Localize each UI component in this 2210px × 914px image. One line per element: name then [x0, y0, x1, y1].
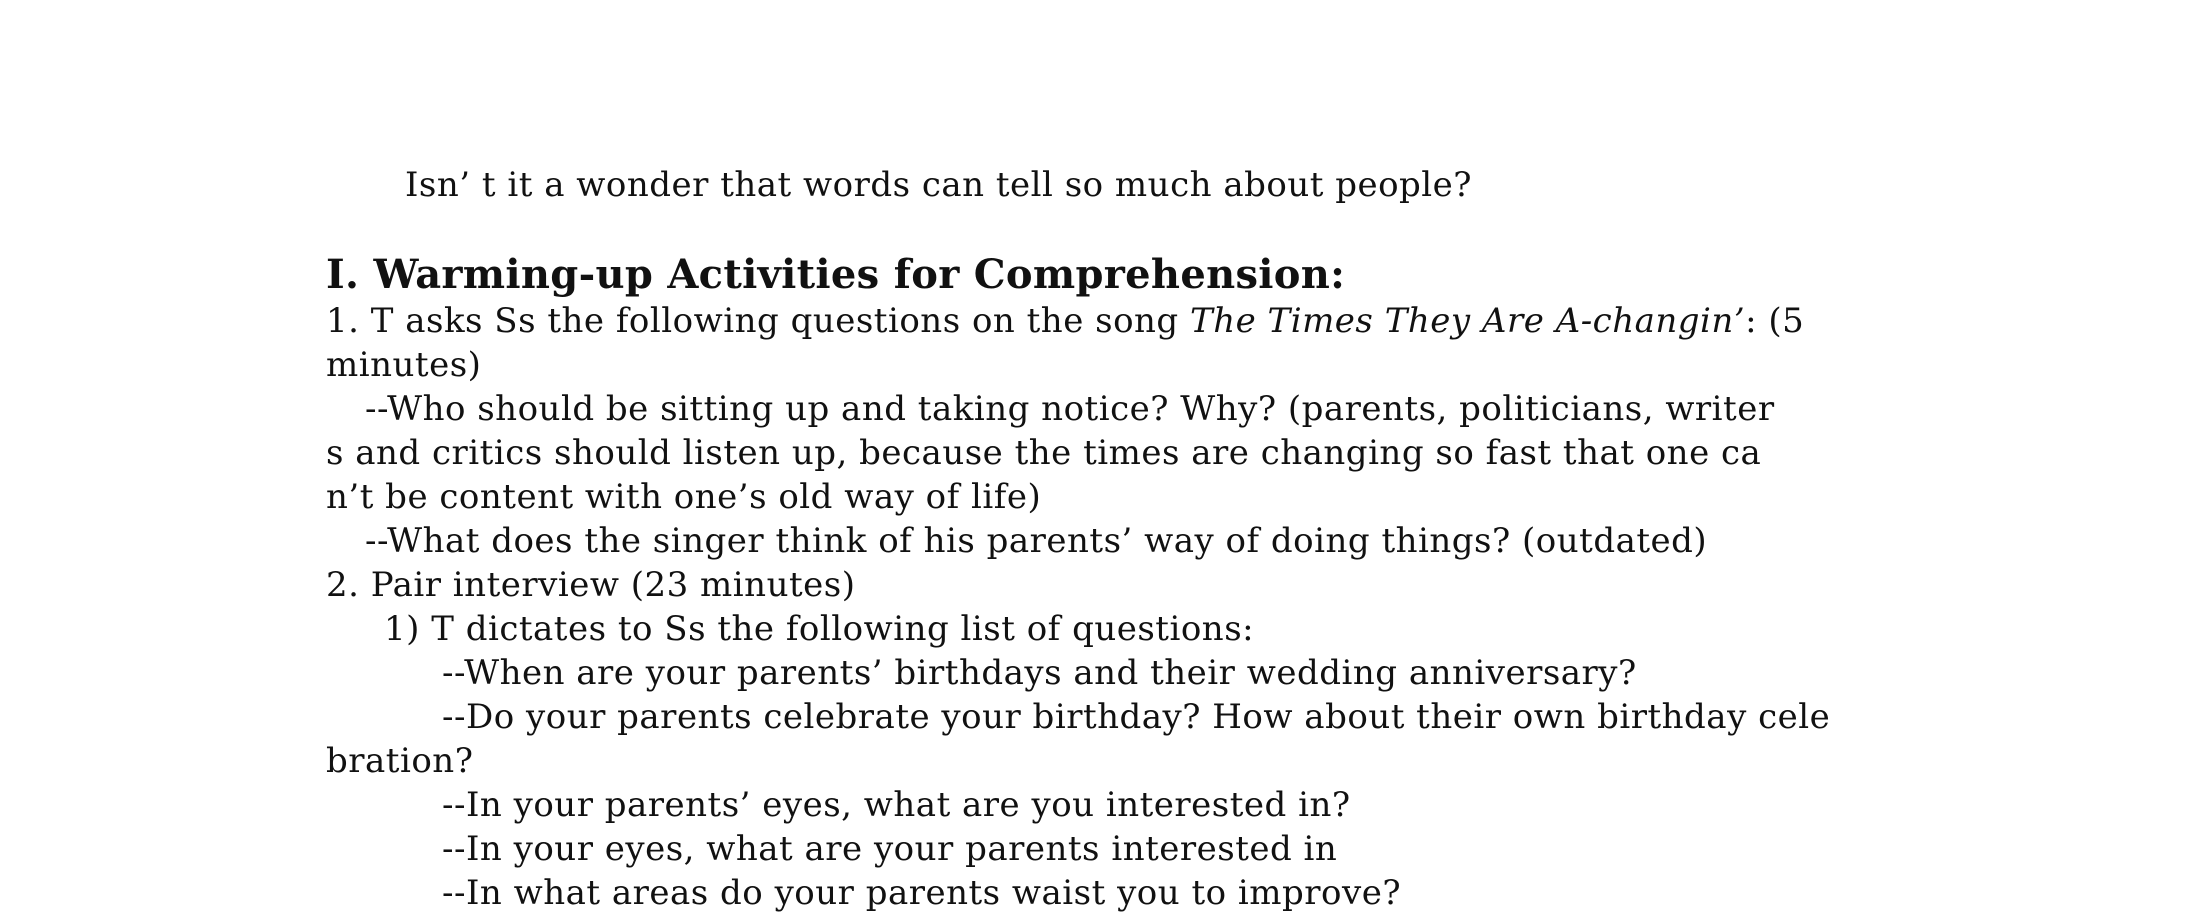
item-1-suffix: : (5 [1745, 301, 1805, 341]
song-title: The Times They Are A-changin’ [1190, 301, 1746, 341]
question-1: --Who should be sitting up and taking notice? Why? (parents, politicians, writer [365, 389, 1775, 429]
section-heading: I. Warming-up Activities for Comprehension: [326, 251, 1346, 298]
item-1-continuation: minutes) [326, 345, 482, 385]
interview-question-2: --Do your parents celebrate your birthday? How about their own birthday cele [442, 697, 1831, 737]
question-1-cont-b: n’t be content with one’s old way of life) [326, 477, 1042, 517]
interview-question-1: --When are your parents’ birthdays and their wedding anniversary? [442, 653, 1637, 693]
interview-question-5: --In what areas do your parents waist you to improve? [442, 873, 1402, 913]
item-1-prefix: 1. T asks Ss the following questions on the song [326, 301, 1191, 341]
interview-question-4: --In your eyes, what are your parents interested in [442, 829, 1338, 869]
item-1-text [326, 300, 1804, 342]
subitem-1-text: 1) T dictates to Ss the following list of questions: [384, 609, 1255, 649]
intro-question: Isn’ t it a wonder that words can tell so much about people? [405, 165, 1473, 205]
interview-question-3: --In your parents’ eyes, what are you interested in? [442, 785, 1351, 825]
question-1-cont-a: s and critics should listen up, because the times are changing so fast that one ca [326, 433, 1762, 473]
interview-question-2-cont: bration? [326, 741, 474, 781]
question-2: --What does the singer think of his parents’ way of doing things? (outdated) [365, 521, 1708, 561]
item-2-text: 2. Pair interview (23 minutes) [326, 565, 856, 605]
